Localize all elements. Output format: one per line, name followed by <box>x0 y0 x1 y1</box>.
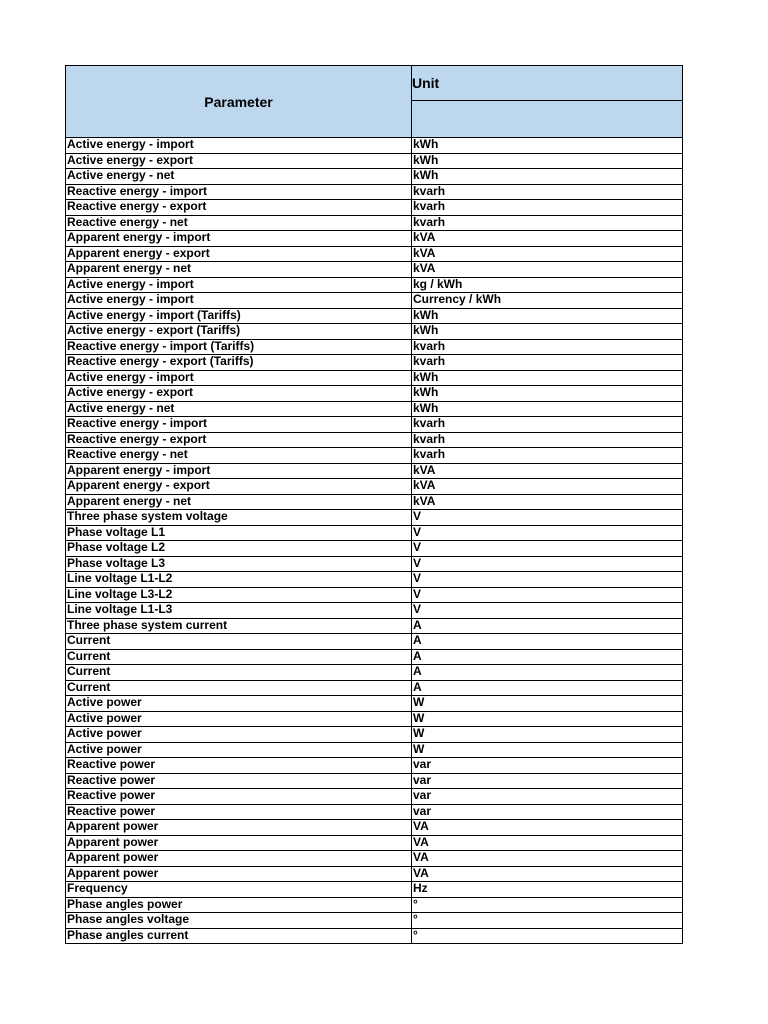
parameter-cell: Active energy - export <box>66 386 412 402</box>
parameter-cell: Reactive power <box>66 804 412 820</box>
table-row <box>66 696 683 712</box>
parameter-cell: Reactive energy - import <box>66 184 412 200</box>
table-row <box>66 200 683 216</box>
unit-cell: VA <box>412 851 683 867</box>
unit-cell: kWh <box>412 138 683 154</box>
unit-cell: V <box>412 556 683 572</box>
table-body <box>66 138 683 944</box>
unit-cell: A <box>412 680 683 696</box>
table-row <box>66 293 683 309</box>
parameter-cell: Active energy - net <box>66 401 412 417</box>
header-unit: Unit <box>412 66 683 101</box>
header-parameter: Parameter <box>66 66 412 138</box>
parameter-cell: Reactive energy - export (Tariffs) <box>66 355 412 371</box>
unit-cell: kvarh <box>412 339 683 355</box>
unit-cell: var <box>412 758 683 774</box>
parameter-cell: Reactive energy - export <box>66 200 412 216</box>
unit-cell: kVA <box>412 494 683 510</box>
parameter-cell: Current <box>66 649 412 665</box>
table-row <box>66 804 683 820</box>
unit-cell: V <box>412 572 683 588</box>
parameter-cell: Active energy - import <box>66 370 412 386</box>
parameter-cell: Active energy - import <box>66 138 412 154</box>
parameter-cell: Apparent energy - net <box>66 262 412 278</box>
table-row <box>66 773 683 789</box>
header-unit-sub <box>412 101 683 138</box>
parameter-cell: Active energy - import <box>66 277 412 293</box>
table-row <box>66 851 683 867</box>
parameter-cell: Active energy - import (Tariffs) <box>66 308 412 324</box>
parameter-cell: Reactive energy - import (Tariffs) <box>66 339 412 355</box>
table-row <box>66 138 683 154</box>
table-row <box>66 727 683 743</box>
unit-cell: A <box>412 634 683 650</box>
table-row <box>66 479 683 495</box>
unit-cell: A <box>412 649 683 665</box>
table-row <box>66 308 683 324</box>
unit-cell: kVA <box>412 246 683 262</box>
unit-cell: ° <box>412 913 683 929</box>
unit-cell: Hz <box>412 882 683 898</box>
unit-cell: VA <box>412 866 683 882</box>
table-row <box>66 789 683 805</box>
parameter-cell: Phase angles voltage <box>66 913 412 929</box>
unit-cell: var <box>412 804 683 820</box>
table-row <box>66 525 683 541</box>
unit-cell: kVA <box>412 262 683 278</box>
parameter-cell: Active power <box>66 696 412 712</box>
unit-cell: kvarh <box>412 215 683 231</box>
unit-cell: kVA <box>412 479 683 495</box>
table-row <box>66 866 683 882</box>
unit-cell: VA <box>412 835 683 851</box>
table-row <box>66 572 683 588</box>
parameter-cell: Frequency <box>66 882 412 898</box>
unit-cell: ° <box>412 897 683 913</box>
parameter-cell: Three phase system current <box>66 618 412 634</box>
unit-cell: kWh <box>412 386 683 402</box>
parameter-cell: Phase angles power <box>66 897 412 913</box>
parameter-cell: Apparent power <box>66 851 412 867</box>
table-row <box>66 928 683 944</box>
parameter-cell: Apparent power <box>66 835 412 851</box>
parameter-cell: Phase angles current <box>66 928 412 944</box>
table-row <box>66 711 683 727</box>
table-row <box>66 339 683 355</box>
unit-cell: V <box>412 587 683 603</box>
parameter-cell: Line voltage L1-L3 <box>66 603 412 619</box>
table-row <box>66 448 683 464</box>
unit-cell: A <box>412 618 683 634</box>
parameter-cell: Active energy - export (Tariffs) <box>66 324 412 340</box>
parameter-cell: Three phase system voltage <box>66 510 412 526</box>
table-row <box>66 649 683 665</box>
table-row <box>66 262 683 278</box>
table-row <box>66 758 683 774</box>
parameter-cell: Active power <box>66 711 412 727</box>
table-row <box>66 882 683 898</box>
table-header <box>66 66 683 138</box>
unit-cell: kg / kWh <box>412 277 683 293</box>
parameter-cell: Reactive energy - net <box>66 448 412 464</box>
table-row <box>66 386 683 402</box>
table-row <box>66 169 683 185</box>
parameter-cell: Line voltage L3-L2 <box>66 587 412 603</box>
unit-cell: kvarh <box>412 448 683 464</box>
parameter-cell: Reactive power <box>66 773 412 789</box>
table-row <box>66 634 683 650</box>
table-row <box>66 556 683 572</box>
parameter-cell: Apparent energy - net <box>66 494 412 510</box>
table-row <box>66 835 683 851</box>
unit-cell: kVA <box>412 231 683 247</box>
parameter-cell: Phase voltage L1 <box>66 525 412 541</box>
parameter-cell: Active energy - export <box>66 153 412 169</box>
table-row <box>66 820 683 836</box>
table-row <box>66 494 683 510</box>
parameter-cell: Line voltage L1-L2 <box>66 572 412 588</box>
parameter-cell: Active power <box>66 742 412 758</box>
table-row <box>66 541 683 557</box>
table-row <box>66 184 683 200</box>
table-row <box>66 432 683 448</box>
table-row <box>66 603 683 619</box>
unit-cell: kWh <box>412 153 683 169</box>
table-row <box>66 618 683 634</box>
parameter-cell: Apparent energy - import <box>66 231 412 247</box>
parameter-cell: Reactive energy - import <box>66 417 412 433</box>
table-row <box>66 231 683 247</box>
unit-cell: V <box>412 525 683 541</box>
parameter-cell: Reactive power <box>66 789 412 805</box>
table-row <box>66 742 683 758</box>
unit-cell: V <box>412 541 683 557</box>
unit-cell: kWh <box>412 370 683 386</box>
unit-cell: A <box>412 665 683 681</box>
unit-cell: kvarh <box>412 200 683 216</box>
table-row <box>66 153 683 169</box>
table-row <box>66 913 683 929</box>
parameter-cell: Apparent power <box>66 820 412 836</box>
table-row <box>66 401 683 417</box>
table-row <box>66 417 683 433</box>
unit-cell: V <box>412 603 683 619</box>
unit-cell: W <box>412 742 683 758</box>
unit-cell: W <box>412 711 683 727</box>
unit-cell: kWh <box>412 324 683 340</box>
table-row <box>66 277 683 293</box>
unit-cell: kvarh <box>412 432 683 448</box>
table-row <box>66 246 683 262</box>
unit-cell: kWh <box>412 401 683 417</box>
unit-cell: W <box>412 696 683 712</box>
unit-cell: kWh <box>412 308 683 324</box>
unit-cell: VA <box>412 820 683 836</box>
unit-cell: kvarh <box>412 355 683 371</box>
parameter-cell: Active power <box>66 727 412 743</box>
header-row <box>66 66 683 101</box>
parameter-cell: Apparent energy - export <box>66 479 412 495</box>
parameter-unit-table <box>65 65 683 944</box>
parameter-cell: Phase voltage L2 <box>66 541 412 557</box>
table-row <box>66 324 683 340</box>
parameter-cell: Apparent energy - export <box>66 246 412 262</box>
table-row <box>66 680 683 696</box>
parameter-cell: Reactive power <box>66 758 412 774</box>
unit-cell: var <box>412 789 683 805</box>
table-row <box>66 463 683 479</box>
table-row <box>66 587 683 603</box>
unit-cell: V <box>412 510 683 526</box>
parameter-cell: Current <box>66 634 412 650</box>
parameter-cell: Reactive energy - export <box>66 432 412 448</box>
parameter-cell: Reactive energy - net <box>66 215 412 231</box>
unit-cell: kVA <box>412 463 683 479</box>
parameter-cell: Active energy - net <box>66 169 412 185</box>
unit-cell: kvarh <box>412 184 683 200</box>
table-row <box>66 510 683 526</box>
parameter-cell: Apparent power <box>66 866 412 882</box>
parameter-cell: Current <box>66 680 412 696</box>
table-row <box>66 215 683 231</box>
parameter-cell: Current <box>66 665 412 681</box>
parameter-cell: Active energy - import <box>66 293 412 309</box>
table-row <box>66 665 683 681</box>
parameter-cell: Apparent energy - import <box>66 463 412 479</box>
unit-cell: kvarh <box>412 417 683 433</box>
unit-cell: Currency / kWh <box>412 293 683 309</box>
table-row <box>66 897 683 913</box>
unit-cell: var <box>412 773 683 789</box>
unit-cell: ° <box>412 928 683 944</box>
unit-cell: kWh <box>412 169 683 185</box>
unit-cell: W <box>412 727 683 743</box>
table-row <box>66 355 683 371</box>
parameter-cell: Phase voltage L3 <box>66 556 412 572</box>
table-row <box>66 370 683 386</box>
